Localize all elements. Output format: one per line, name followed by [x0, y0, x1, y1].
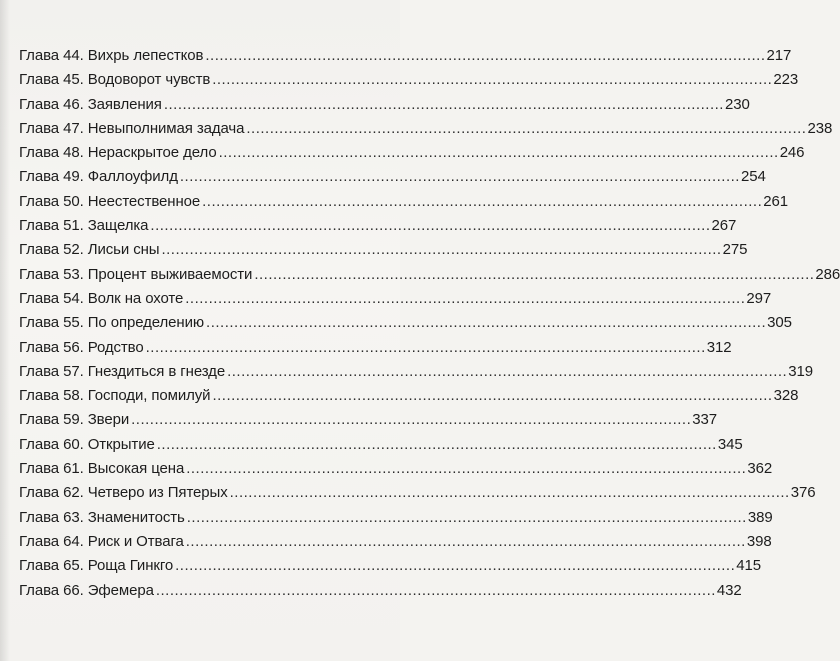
page-number: 275 [722, 241, 748, 259]
toc-entry [19, 336, 732, 360]
page-gutter-shadow [0, 0, 10, 661]
toc-entry [19, 68, 799, 92]
dot-leader: ........................................................................................................................ [185, 532, 746, 550]
toc-entry [19, 117, 833, 141]
toc-entry [19, 287, 772, 311]
dot-leader: ........................................................................................................................ [179, 168, 740, 186]
toc-entry [19, 579, 742, 603]
dot-leader: ........................................................................................................................ [202, 192, 763, 210]
page-number: 246 [779, 144, 805, 162]
toc-entry [19, 433, 743, 457]
toc-entry [19, 190, 788, 214]
chapter-title: Глава 49. Фаллоуфилд [19, 168, 178, 186]
dot-leader: ........................................................................................................................ [205, 47, 766, 64]
chapter-title: Глава 48. Нераскрытое дело [19, 144, 217, 162]
page-number: 345 [717, 435, 743, 453]
toc-entry [19, 44, 792, 68]
chapter-title: Глава 66. Эфемера [19, 581, 154, 599]
chapter-title: Глава 58. Господи, помилуй [19, 387, 211, 405]
page-number: 230 [724, 95, 750, 113]
dot-leader: ........................................................................................................................ [254, 265, 815, 283]
chapter-title: Глава 50. Неестественное [19, 192, 201, 210]
page-number: 312 [706, 338, 732, 356]
page-number: 389 [747, 508, 773, 526]
page-number: 398 [746, 532, 772, 550]
page-number: 432 [716, 581, 742, 599]
chapter-title: Глава 62. Четверо из Пятерых [19, 484, 228, 502]
page-number: 305 [767, 314, 792, 332]
chapter-title: Глава 54. Волк на охоте [19, 289, 184, 307]
toc-entry [19, 506, 773, 530]
dot-leader: ........................................................................................................................ [145, 338, 706, 356]
chapter-title: Глава 61. Высокая цена [19, 460, 185, 478]
page-number: 319 [788, 362, 813, 380]
dot-leader: ........................................................................................................................ [227, 362, 788, 380]
dot-leader: ........................................................................................................................ [212, 387, 773, 405]
page-number: 415 [736, 557, 761, 575]
page-number: 261 [763, 192, 788, 210]
chapter-title: Глава 44. Вихрь лепестков [19, 47, 204, 64]
dot-leader: ........................................................................................................................ [218, 144, 779, 162]
toc-entry [19, 311, 792, 335]
chapter-title: Глава 47. Невыполнимая задача [19, 119, 245, 137]
toc-entry [19, 457, 773, 481]
chapter-title: Глава 57. Гнездиться в гнезде [19, 362, 226, 380]
toc-entry [19, 238, 748, 262]
toc-entry [19, 165, 766, 189]
toc-entry [19, 481, 816, 505]
dot-leader: ........................................................................................................................ [163, 95, 724, 113]
page-number: 297 [746, 289, 772, 307]
chapter-title: Глава 52. Лисьи сны [19, 241, 160, 259]
chapter-title: Глава 51. Защелка [19, 217, 149, 235]
chapter-title: Глава 65. Роща Гинкго [19, 557, 174, 575]
dot-leader: ........................................................................................................................ [185, 289, 746, 307]
page-number: 362 [747, 460, 773, 478]
dot-leader: ........................................................................................................................ [186, 508, 747, 526]
chapter-title: Глава 56. Родство [19, 338, 144, 356]
dot-leader: ........................................................................................................................ [206, 314, 767, 332]
page-number: 376 [790, 484, 816, 502]
page-number: 337 [692, 411, 717, 429]
toc-entry [19, 408, 717, 432]
dot-leader: ........................................................................................................................ [212, 71, 773, 89]
dot-leader: ........................................................................................................................ [229, 484, 790, 502]
dot-leader: ........................................................................................................................ [186, 460, 747, 478]
page-number: 238 [807, 119, 833, 137]
page-number: 217 [766, 47, 792, 64]
dot-leader: ........................................................................................................................ [161, 241, 722, 259]
page-number: 286 [815, 265, 840, 283]
toc-entry [19, 214, 737, 238]
page-number: 267 [711, 217, 737, 235]
chapter-title: Глава 60. Открытие [19, 435, 155, 453]
chapter-title: Глава 63. Знаменитость [19, 508, 185, 526]
chapter-title: Глава 55. По определению [19, 314, 205, 332]
dot-leader: ........................................................................................................................ [246, 119, 807, 137]
page-number: 254 [740, 168, 766, 186]
toc-entry [19, 554, 761, 578]
dot-leader: ........................................................................................................................ [175, 557, 736, 575]
toc-entry [19, 530, 772, 554]
dot-leader: ........................................................................................................................ [131, 411, 692, 429]
dot-leader: ........................................................................................................................ [156, 435, 717, 453]
toc-entry [19, 93, 750, 117]
chapter-title: Глава 64. Риск и Отвага [19, 532, 184, 550]
page-number: 328 [773, 387, 799, 405]
table-of-contents [19, 44, 840, 603]
toc-entry [19, 263, 840, 287]
toc-entry [19, 141, 805, 165]
dot-leader: ........................................................................................................................ [150, 217, 711, 235]
dot-leader: ........................................................................................................................ [155, 581, 716, 599]
chapter-title: Глава 46. Заявления [19, 95, 162, 113]
toc-entry [19, 360, 813, 384]
chapter-title: Глава 53. Процент выживаемости [19, 265, 253, 283]
chapter-title: Глава 59. Звери [19, 411, 130, 429]
page-number: 223 [773, 71, 799, 89]
chapter-title: Глава 45. Водоворот чувств [19, 71, 211, 89]
toc-entry [19, 384, 799, 408]
